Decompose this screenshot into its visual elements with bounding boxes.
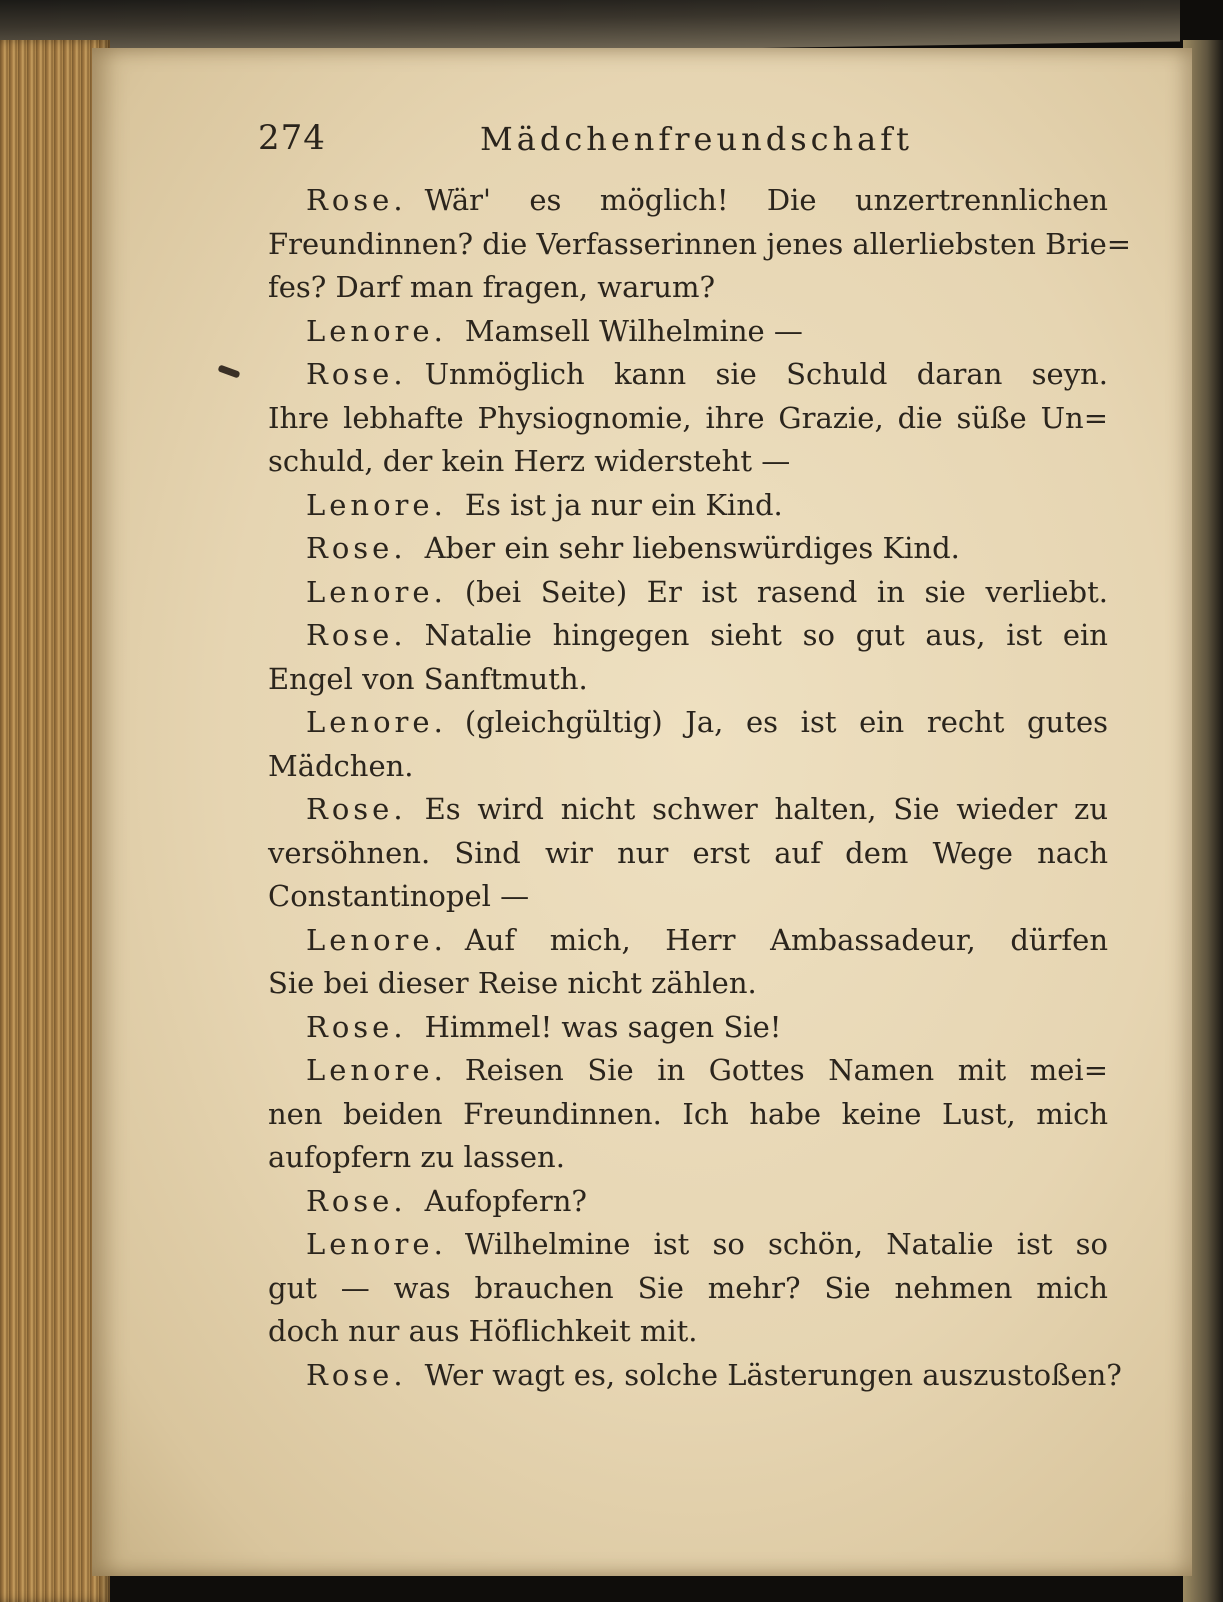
text-line [268,963,1108,1003]
speaker-name: Rose. [306,531,407,565]
line-text: versöhnen. Sind wir nur erst auf dem Wege nach [268,835,1108,870]
line-text: Constantinopel — [268,879,530,913]
text-line [268,485,1108,525]
speaker-name: Rose. [306,1183,407,1218]
speaker-name: Lenore. [306,922,447,957]
line-text: gut — was brauchen Sie mehr? Sie nehmen mich [268,1270,1108,1305]
line-text: fes? Darf man fragen, warum? [268,270,716,304]
text-line [268,354,1108,394]
text-line [268,1355,1122,1395]
text-line [268,224,1132,264]
text-line [268,180,1108,220]
speaker-name: Rose. [306,183,407,217]
line-text: Es ist ja nur ein Kind. [464,487,783,522]
speaker-name: Lenore. [306,313,447,348]
speaker-name: Lenore. [306,705,447,739]
speaker-name: Lenore. [306,574,447,609]
speaker-name: Lenore. [306,487,447,522]
text-line [268,1311,1108,1351]
text-line [268,311,1108,351]
line-text: Mädchen. [268,748,414,783]
line-text: Wär' es möglich! Die unzertrennlichen [424,183,1108,217]
line-text: Himmel! was sagen Sie! [424,1009,782,1044]
line-text: Aber ein sehr liebenswürdiges Kind. [424,531,960,565]
text-line [268,876,1108,916]
line-text: Wilhelmine ist so schön, Natalie ist so [464,1227,1108,1261]
text-line [268,267,1108,307]
line-text: (gleichgültig) Ja, es ist ein recht gutes [464,705,1108,739]
line-text: aufopfern zu lassen. [268,1140,565,1174]
page-number: 274 [258,118,326,158]
text-line [268,1181,1108,1221]
text-line [268,398,1108,438]
text-line [268,920,1108,960]
text-line [268,1094,1108,1134]
line-text: nen beiden Freundinnen. Ich habe keine Lust, mich [268,1096,1108,1131]
text-line [268,1007,1108,1047]
line-text: Wer wagt es, solche Lästerungen auszustoßen? [424,1357,1122,1392]
text-line [268,833,1108,873]
speaker-name: Lenore. [306,1053,447,1087]
text-line [268,789,1108,829]
line-text: Mamsell Wilhelmine — [464,313,803,348]
line-text: Reisen Sie in Gottes Namen mit mei= [464,1053,1108,1087]
text-line [268,702,1108,742]
line-text: Unmöglich kann sie Schuld daran seyn. [424,357,1108,391]
speaker-name: Rose. [306,1009,407,1044]
line-text: doch nur aus Höflichkeit mit. [268,1314,698,1348]
line-text: Natalie hingegen sieht so gut aus, ist ein [424,618,1108,652]
speaker-name: Rose. [306,618,407,652]
speaker-name: Rose. [306,357,407,391]
text-line [268,615,1108,655]
speaker-name: Rose. [306,792,407,826]
speaker-name: Rose. [306,1357,407,1392]
line-text: Auf mich, Herr Ambassadeur, dürfen [464,922,1108,957]
line-text: Sie bei dieser Reise nicht zählen. [268,966,757,1000]
text-line [268,746,1108,786]
line-text: Freundinnen? die Verfasserinnen jenes allerliebsten Brie= [268,226,1132,261]
line-text: (bei Seite) Er ist rasend in sie verliebt. [464,574,1108,609]
page-header [258,118,913,168]
text-line [268,1137,1108,1177]
line-text: Engel von Sanftmuth. [268,661,588,696]
text-line [268,1050,1108,1090]
text-line [268,441,1108,481]
text-line [268,1224,1108,1264]
line-text: Aufopfern? [424,1183,587,1218]
text-line [268,659,1108,699]
line-text: Ihre lebhafte Physiognomie, ihre Grazie, die süße Un= [268,400,1108,435]
speaker-name: Lenore. [306,1227,447,1261]
text-line [268,1268,1108,1308]
body-text [268,180,1132,1420]
text-line [268,528,1108,568]
text-line [268,572,1108,612]
running-title: Mädchenfreundschaft [480,120,913,158]
line-text: schuld, der kein Herz widersteht — [268,444,791,478]
line-text: Es wird nicht schwer halten, Sie wieder zu [424,792,1108,826]
